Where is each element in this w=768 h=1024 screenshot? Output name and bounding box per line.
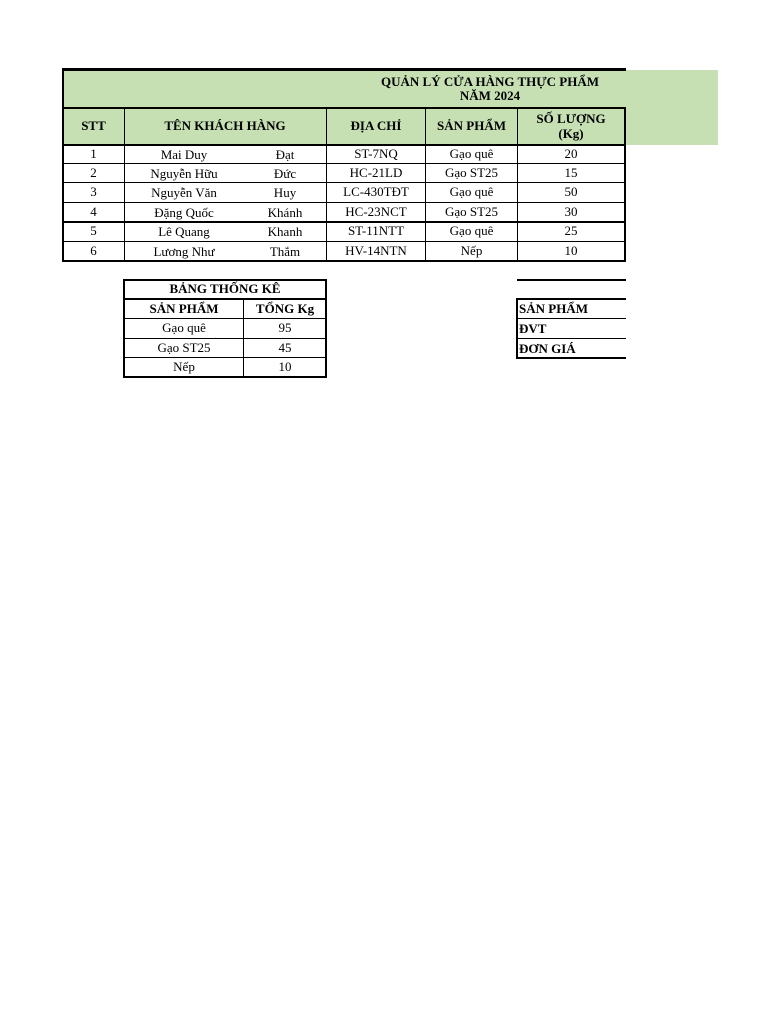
- cell-san-pham: Gạo ST25: [444, 204, 499, 220]
- table-title: [355, 70, 625, 108]
- border-line: [63, 202, 626, 203]
- border-line: [517, 357, 626, 359]
- header-ten-khach-hang: TÊN KHÁCH HÀNG: [164, 118, 286, 134]
- cell-ten: Khánh: [267, 205, 303, 220]
- stats-cell-tong-kg: 95: [278, 320, 292, 336]
- table-title-line2: NĂM 2024: [459, 88, 521, 103]
- border-line: [63, 68, 626, 71]
- cell-stt: 5: [90, 223, 97, 239]
- header-so-luong: [517, 108, 625, 145]
- cell-so-luong: 50: [564, 184, 578, 200]
- stats-header-tong-kg: TỔNG Kg: [255, 300, 315, 316]
- border-line: [425, 107, 426, 262]
- header-dia-chi: ĐỊA CHỈ: [350, 118, 402, 134]
- cell-ten: Đức: [273, 166, 297, 181]
- cell-ten: Thắm: [269, 244, 301, 259]
- border-line: [517, 279, 626, 281]
- border-line: [517, 318, 626, 319]
- cell-ten: Khanh: [267, 224, 303, 239]
- border-line: [517, 298, 626, 300]
- border-line: [63, 107, 626, 109]
- cell-so-luong: 10: [564, 243, 578, 259]
- cell-stt: 6: [90, 243, 97, 259]
- border-line: [63, 163, 626, 164]
- border-line: [123, 338, 327, 339]
- border-line: [123, 279, 327, 281]
- stats-cell-tong-kg: 10: [278, 359, 292, 375]
- cell-ho-dem: Nguyễn Hữu: [150, 166, 218, 181]
- border-line: [517, 107, 518, 262]
- cell-ten: Đạt: [275, 147, 295, 162]
- cell-dia-chi: HC-23NCT: [345, 204, 407, 220]
- border-line: [63, 144, 626, 146]
- border-line: [124, 107, 125, 262]
- header-san-pham: SẢN PHẨM: [437, 118, 506, 134]
- cell-dia-chi: HC-21LD: [349, 165, 403, 181]
- cell-stt: 1: [90, 146, 97, 162]
- cell-stt: 4: [90, 204, 97, 220]
- cell-san-pham: Nếp: [460, 243, 483, 259]
- lookup-label-dvt: ĐVT: [519, 320, 547, 336]
- cell-stt: 2: [90, 165, 97, 181]
- cell-dia-chi: ST-7NQ: [354, 146, 398, 162]
- cell-dia-chi: LC-430TĐT: [343, 184, 409, 200]
- cell-dia-chi: HV-14NTN: [345, 243, 407, 259]
- cell-so-luong: 20: [564, 146, 578, 162]
- cell-ho-dem: Đặng Quốc: [154, 205, 214, 220]
- cell-so-luong: 25: [564, 223, 578, 239]
- stats-cell-san-pham: Nếp: [173, 359, 195, 375]
- cell-ho-dem: Lê Quang: [158, 224, 210, 239]
- cell-san-pham: Gạo quê: [449, 223, 494, 239]
- lookup-label-san-pham: SẢN PHẨM: [519, 300, 588, 316]
- cell-ho-dem: Mai Duy: [160, 147, 208, 162]
- stats-cell-san-pham: Gạo ST25: [157, 340, 211, 356]
- stats-cell-san-pham: Gạo quê: [162, 320, 206, 336]
- cell-so-luong: 30: [564, 204, 578, 220]
- header-so-luong-line1: SỐ LƯỢNG: [536, 111, 606, 127]
- border-line: [325, 279, 327, 378]
- border-line: [123, 318, 327, 319]
- border-line: [326, 107, 327, 262]
- border-line: [123, 357, 327, 358]
- stats-header-san-pham: SẢN PHẨM: [149, 300, 219, 316]
- border-line: [63, 241, 626, 242]
- border-line: [516, 298, 518, 359]
- border-line: [63, 182, 626, 183]
- cell-san-pham: Gạo quê: [449, 184, 494, 200]
- cell-stt: 3: [90, 184, 97, 200]
- border-line: [123, 298, 327, 300]
- cell-dia-chi: ST-11NTT: [347, 223, 405, 239]
- border-line: [624, 107, 626, 262]
- cell-san-pham: Gạo quê: [449, 146, 494, 162]
- border-line: [62, 68, 64, 262]
- stats-cell-tong-kg: 45: [278, 340, 292, 356]
- lookup-label-don-gia: ĐƠN GIÁ: [519, 340, 576, 356]
- border-line: [63, 221, 626, 223]
- cell-san-pham: Gạo ST25: [444, 165, 499, 181]
- cell-ten: Huy: [273, 185, 297, 200]
- table-title-line1: QUẢN LÝ CỬA HÀNG THỰC PHẨM: [381, 73, 599, 89]
- border-line: [517, 338, 626, 339]
- cell-so-luong: 15: [564, 165, 578, 181]
- border-line: [123, 376, 327, 378]
- cell-ho-dem: Lương Như: [153, 244, 215, 259]
- border-line: [63, 260, 626, 262]
- cell-ho-dem: Nguyễn Văn: [151, 185, 217, 200]
- border-line: [243, 298, 244, 378]
- stats-title: BẢNG THỐNG KÊ: [169, 281, 281, 297]
- header-stt: STT: [81, 118, 106, 134]
- header-so-luong-line2: (Kg): [558, 125, 584, 141]
- border-line: [123, 279, 125, 378]
